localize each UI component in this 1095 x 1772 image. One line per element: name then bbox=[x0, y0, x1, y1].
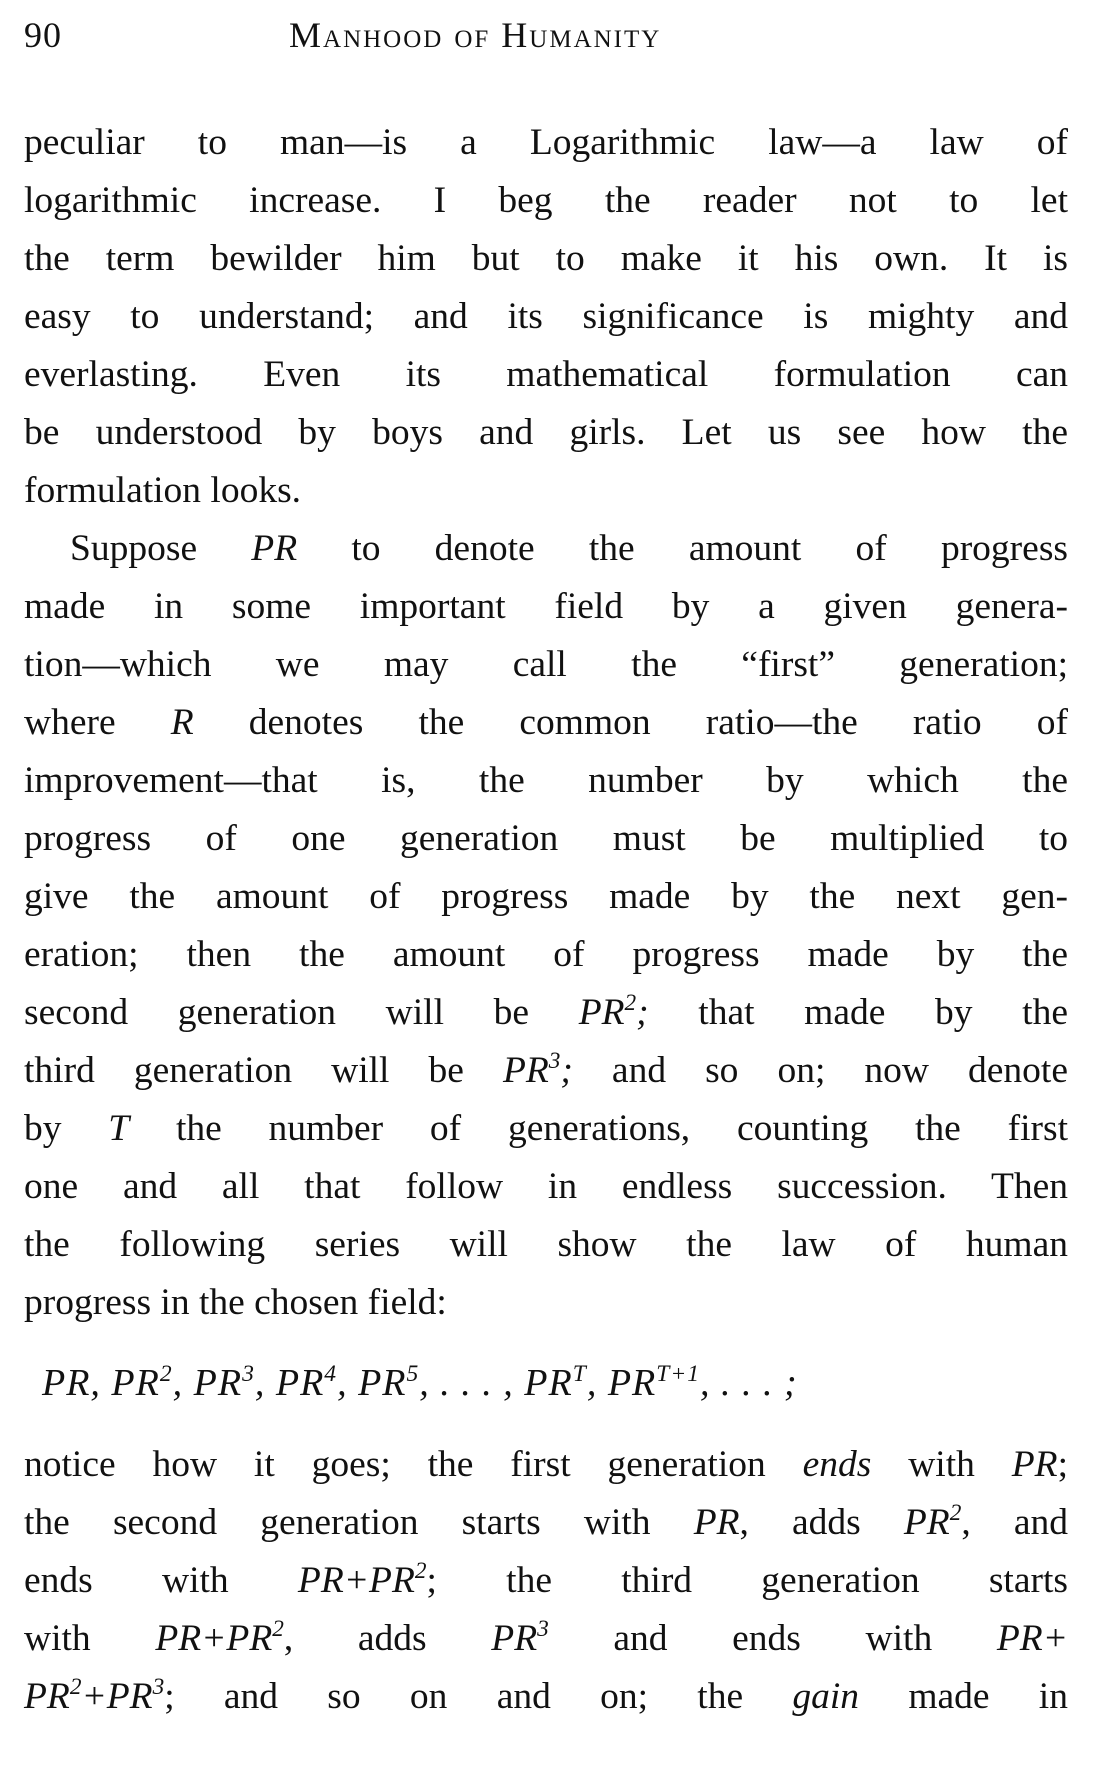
paragraph-1 bbox=[24, 114, 1068, 520]
text-run: ends with bbox=[24, 1560, 298, 1601]
emphasis: ends bbox=[802, 1444, 872, 1485]
math-expression: +PR bbox=[81, 1676, 153, 1717]
text-line: formulation looks. bbox=[24, 470, 302, 511]
exponent: 3 bbox=[548, 1048, 561, 1075]
text-run: Suppose bbox=[70, 528, 252, 569]
exponent: 2 bbox=[414, 1558, 427, 1585]
text-run: ; bbox=[1057, 1444, 1068, 1485]
text-run: where bbox=[24, 702, 171, 743]
text-line: eration; then the amount of progress made by the bbox=[24, 934, 1068, 975]
text-line: the term bewilder him but to make it his own. It is bbox=[24, 238, 1068, 279]
formula-term: , . . . , PR bbox=[419, 1362, 573, 1404]
text-run: , adds bbox=[739, 1502, 904, 1543]
text-run: with bbox=[871, 1444, 1012, 1485]
exponent: 2 bbox=[949, 1500, 962, 1527]
text-run: third generation will be bbox=[24, 1050, 503, 1091]
exponent: 2 bbox=[69, 1674, 82, 1701]
text-run: ; the third generation starts bbox=[426, 1560, 1068, 1601]
math-symbol: PR bbox=[903, 1502, 950, 1543]
math-symbol: R bbox=[170, 702, 194, 743]
text-run: and ends with bbox=[548, 1618, 997, 1659]
exponent: 2 bbox=[272, 1616, 284, 1643]
exponent: 3 bbox=[242, 1360, 255, 1387]
exponent: 5 bbox=[406, 1360, 420, 1387]
text-run: , adds bbox=[283, 1618, 492, 1659]
text-run: second generation will be bbox=[24, 992, 579, 1033]
math-symbol: PR bbox=[1011, 1444, 1058, 1485]
math-symbol: PR bbox=[491, 1618, 538, 1659]
text-run: with bbox=[24, 1618, 156, 1659]
text-line bbox=[24, 1100, 1068, 1158]
text-line: progress in the chosen field: bbox=[24, 1282, 447, 1323]
text-line: made in some important field by a given genera- bbox=[24, 586, 1068, 627]
formula-term: , PR bbox=[337, 1362, 407, 1404]
formula-term: , . . . ; bbox=[700, 1362, 798, 1404]
formula-term: , PR bbox=[254, 1362, 325, 1404]
exponent: T bbox=[572, 1360, 587, 1387]
text-line: one and all that follow in endless succession. Then bbox=[24, 1166, 1068, 1207]
exponent: 3 bbox=[152, 1674, 165, 1701]
page-number: 90 bbox=[24, 15, 62, 55]
text-line bbox=[24, 984, 1068, 1042]
math-symbol: T bbox=[108, 1108, 130, 1149]
text-line: tion—which we may call the “first” generation; bbox=[24, 644, 1068, 685]
text-run: the number of generations, counting the first bbox=[129, 1108, 1068, 1149]
text-line bbox=[24, 1436, 1068, 1494]
text-line bbox=[24, 1552, 1068, 1610]
math-symbol: PR bbox=[502, 1050, 549, 1091]
running-head: Manhood of Humanity bbox=[289, 15, 662, 55]
text-line: peculiar to man—is a Logarithmic law—a law of bbox=[24, 122, 1068, 163]
text-line bbox=[24, 694, 1068, 752]
text-line: the following series will show the law of human bbox=[24, 1224, 1068, 1265]
progress-series-formula bbox=[24, 1354, 1068, 1412]
math-symbol: PR bbox=[578, 992, 625, 1033]
text-run: notice how it goes; the first generation bbox=[24, 1444, 803, 1485]
text-line: improvement—that is, the number by which the bbox=[24, 760, 1068, 801]
text-run: ; and so on and on; the bbox=[164, 1676, 793, 1717]
math-symbol: PR bbox=[693, 1502, 740, 1543]
math-symbol: PR bbox=[251, 528, 298, 569]
text-run: the second generation starts with bbox=[24, 1502, 694, 1543]
text-line bbox=[24, 1042, 1068, 1100]
math-symbol: PR bbox=[24, 1676, 70, 1717]
text-line bbox=[24, 1494, 1068, 1552]
formula-term: , PR bbox=[172, 1362, 243, 1404]
text-run: to denote the amount of progress bbox=[297, 528, 1069, 569]
exponent: 3 bbox=[537, 1616, 549, 1643]
body-text bbox=[24, 114, 1068, 1726]
exponent: T+1 bbox=[656, 1360, 701, 1387]
text-run: , and bbox=[961, 1502, 1068, 1543]
text-line: be understood by boys and girls. Let us see how the bbox=[24, 412, 1068, 453]
paragraph-3 bbox=[24, 1436, 1068, 1726]
paragraph-2 bbox=[24, 520, 1068, 1332]
text-run: by bbox=[24, 1108, 109, 1149]
exponent: 4 bbox=[324, 1360, 338, 1387]
formula-term: , PR bbox=[586, 1362, 657, 1404]
text-run: and so on; now denote bbox=[572, 1050, 1068, 1091]
exponent: 2 bbox=[159, 1360, 173, 1387]
book-page bbox=[24, 14, 1068, 1726]
exponent: 2 bbox=[624, 990, 637, 1017]
text-run: made in bbox=[859, 1676, 1068, 1717]
text-line: progress of one generation must be multiplied to bbox=[24, 818, 1068, 859]
text-line bbox=[24, 520, 1068, 578]
text-run: that made by the bbox=[648, 992, 1068, 1033]
punctuation: ; bbox=[560, 1050, 573, 1091]
text-run: denotes the common ratio—the ratio of bbox=[193, 702, 1068, 743]
formula-term: PR, PR bbox=[42, 1362, 160, 1404]
math-expression: PR+PR bbox=[297, 1560, 415, 1601]
text-line: give the amount of progress made by the next gen- bbox=[24, 876, 1068, 917]
text-line: everlasting. Even its mathematical formulation can bbox=[24, 354, 1068, 395]
math-expression: PR+ bbox=[996, 1618, 1068, 1659]
text-line bbox=[24, 1668, 1068, 1726]
text-line: logarithmic increase. I beg the reader not to let bbox=[24, 180, 1068, 221]
math-expression: PR+PR bbox=[155, 1618, 273, 1659]
emphasis: gain bbox=[792, 1676, 860, 1717]
text-line bbox=[24, 1610, 1068, 1668]
text-line: easy to understand; and its significance is mighty and bbox=[24, 296, 1068, 337]
punctuation: ; bbox=[636, 992, 649, 1033]
page-header bbox=[24, 14, 1068, 64]
